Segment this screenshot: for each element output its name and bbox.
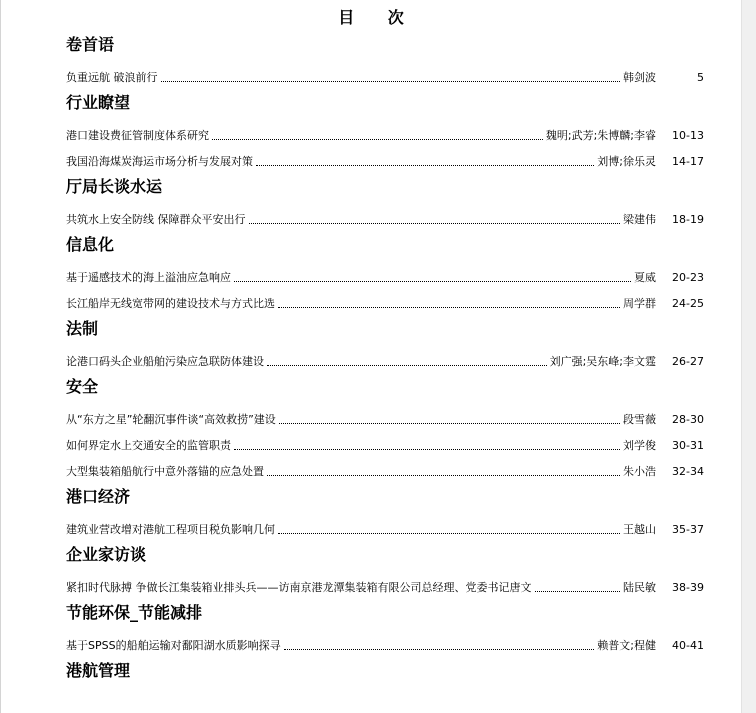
- toc-entry[interactable]: [66, 143, 704, 169]
- dot-leader: [212, 139, 543, 140]
- entry-title[interactable]: 从“东方之星”轮翻沉事件谈“高效救捞”建设: [66, 413, 276, 426]
- toc-entry[interactable]: [66, 453, 704, 479]
- page-title: 目 次: [338, 8, 418, 27]
- entry-pages: 14-17: [672, 155, 704, 168]
- toc-entry[interactable]: [66, 569, 704, 595]
- entry-author: 周学群: [623, 297, 656, 310]
- entry-title[interactable]: 我国沿海煤炭海运市场分析与发展对策: [66, 155, 253, 168]
- entry-pages: 10-13: [672, 129, 704, 142]
- entry-title[interactable]: 建筑业营改增对港航工程项目税负影响几何: [66, 523, 275, 536]
- entry-pages: 40-41: [672, 639, 704, 652]
- section-heading: 行业瞭望: [66, 93, 131, 112]
- dot-leader: [279, 423, 620, 424]
- entry-title[interactable]: 基于SPSS的船舶运输对鄱阳湖水质影响探寻: [66, 639, 281, 652]
- entry-title[interactable]: 负重远航 破浪前行: [66, 71, 158, 84]
- entry-author: 赖普文;程健: [597, 639, 656, 652]
- dot-leader: [284, 649, 595, 650]
- entry-title[interactable]: 港口建设费征管制度体系研究: [66, 129, 209, 142]
- dot-leader: [161, 81, 621, 82]
- entry-title[interactable]: 基于遥感技术的海上溢油应急响应: [66, 271, 231, 284]
- dot-leader: [278, 307, 620, 308]
- toc-entry[interactable]: [66, 117, 704, 143]
- toc-section: [66, 377, 704, 479]
- toc-entry[interactable]: [66, 285, 704, 311]
- section-heading: 信息化: [66, 235, 115, 254]
- toc-section: [66, 93, 704, 169]
- entry-pages: 20-23: [672, 271, 704, 284]
- section-heading: 卷首语: [66, 35, 115, 54]
- entry-pages: 18-19: [672, 213, 704, 226]
- entry-author: 夏威: [634, 271, 656, 284]
- toc-entry[interactable]: [66, 511, 704, 537]
- entry-author: 王越山: [623, 523, 656, 536]
- toc-section: [66, 35, 704, 85]
- entry-title[interactable]: 大型集装箱船航行中意外落锚的应急处置: [66, 465, 264, 478]
- entry-title[interactable]: 长江船岸无线宽带网的建设技术与方式比选: [66, 297, 275, 310]
- dot-leader: [234, 281, 631, 282]
- toc-entry[interactable]: [66, 627, 704, 653]
- entry-author: 段雪薇: [623, 413, 656, 426]
- entry-author: 刘广强;吴东峰;李文霆: [549, 355, 656, 368]
- toc-entry[interactable]: [66, 343, 704, 369]
- dot-leader: [256, 165, 594, 166]
- entry-author: 陆民敏: [623, 581, 656, 594]
- entry-author: 刘博;徐乐灵: [597, 155, 656, 168]
- entry-pages: 26-27: [672, 355, 704, 368]
- entry-author: 朱小浩: [623, 465, 656, 478]
- dot-leader: [234, 449, 620, 450]
- entry-pages: 30-31: [672, 439, 704, 452]
- section-heading: 企业家访谈: [66, 545, 147, 564]
- entry-author: 魏明;武芳;朱博麟;李睿: [545, 129, 656, 142]
- entry-author: 韩剑波: [623, 71, 656, 84]
- toc-entry[interactable]: [66, 427, 704, 453]
- dot-leader: [278, 533, 620, 534]
- toc-entry[interactable]: [66, 201, 704, 227]
- toc-entry[interactable]: [66, 259, 704, 285]
- toc-section: [66, 545, 704, 595]
- entry-pages: 24-25: [672, 297, 704, 310]
- entry-title[interactable]: 论港口码头企业船舶污染应急联防体建设: [66, 355, 264, 368]
- entry-pages: 32-34: [672, 465, 704, 478]
- section-heading: 安全: [66, 377, 99, 396]
- scrollbar[interactable]: [741, 0, 756, 713]
- toc-section: [66, 319, 704, 369]
- entry-pages: 38-39: [672, 581, 704, 594]
- section-heading: 港口经济: [66, 487, 131, 506]
- entry-author: 梁建伟: [623, 213, 656, 226]
- table-of-contents: [66, 35, 704, 685]
- section-heading: 节能环保_节能减排: [66, 603, 203, 622]
- entry-pages: 35-37: [672, 523, 704, 536]
- entry-author: 刘学俊: [623, 439, 656, 452]
- dot-leader: [249, 223, 621, 224]
- toc-section: [66, 235, 704, 311]
- entry-title[interactable]: 共筑水上安全防线 保障群众平安出行: [66, 213, 246, 226]
- entry-title[interactable]: 如何界定水上交通安全的监管职责: [66, 439, 231, 452]
- section-heading: 港航管理: [66, 661, 131, 680]
- toc-section: [66, 487, 704, 537]
- dot-leader: [535, 591, 621, 592]
- toc-section: [66, 177, 704, 227]
- dot-leader: [267, 365, 547, 366]
- toc-entry[interactable]: [66, 401, 704, 427]
- toc-section: [66, 603, 704, 653]
- section-heading: 厅局长谈水运: [66, 177, 163, 196]
- toc-section: [66, 661, 704, 685]
- dot-leader: [267, 475, 620, 476]
- section-heading: 法制: [66, 319, 99, 338]
- toc-entry[interactable]: [66, 59, 704, 85]
- entry-title[interactable]: 紧扣时代脉搏 争做长江集装箱业排头兵——访南京港龙潭集装箱有限公司总经理、党委书记唐文: [66, 581, 532, 594]
- entry-pages: 28-30: [672, 413, 704, 426]
- entry-pages: 5: [697, 71, 704, 84]
